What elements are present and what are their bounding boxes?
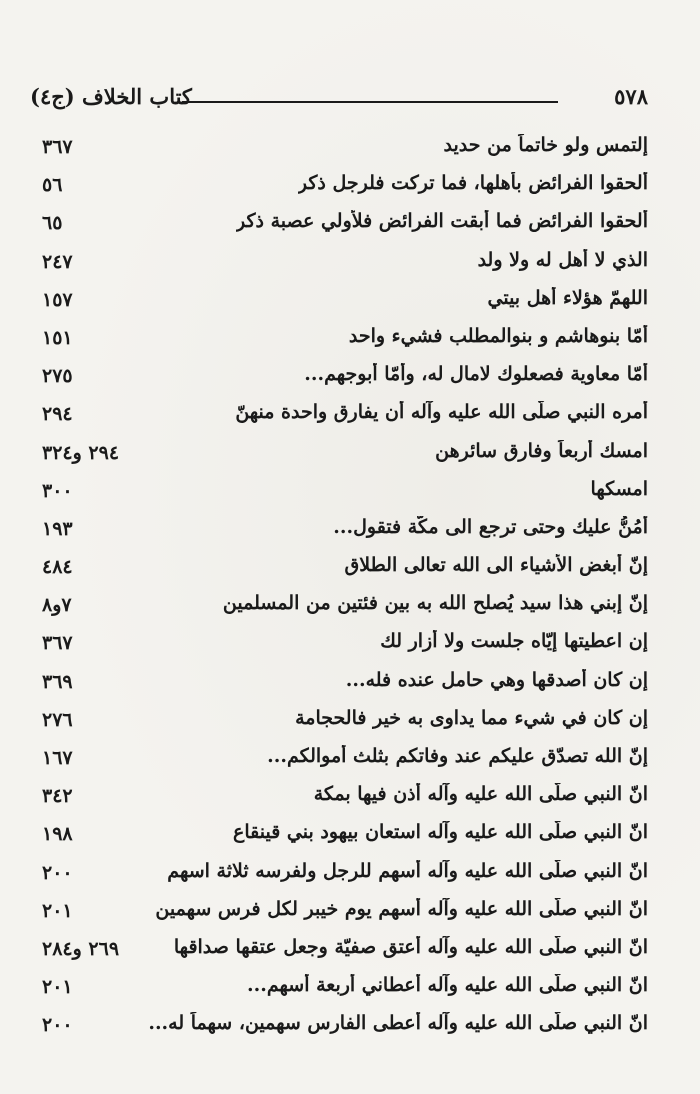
entry-page: ٧و٨ <box>42 594 72 617</box>
entry-text: انّ النبي صلّى الله عليه وآله أسهم للرجل ولفرسه ثلاثة اسهم <box>167 859 648 882</box>
entry-text: انّ النبي صلّى الله عليه وآله أسهم يوم خيبر لكل فرس سهمين <box>155 897 648 920</box>
index-entry <box>42 552 648 590</box>
entry-text: إن كان في شيء مما يداوى به خير فالحجامة <box>295 706 648 729</box>
index-entry <box>42 934 648 972</box>
entry-page: ٢٩٤ و٣٢٤ <box>42 441 120 464</box>
entry-text: إنّ إبني هذا سيد يُصلح الله به بين فئتين من المسلمين <box>222 592 648 615</box>
entry-text: اللهمّ هؤلاء أهل بيتي <box>487 286 648 309</box>
entry-text: الذي لا أهل له ولا ولد <box>477 248 648 271</box>
entry-page: ١٦٧ <box>42 747 73 769</box>
entry-text: إنّ أبغض الأشياء الى الله تعالى الطلاق <box>344 554 648 577</box>
header-rule <box>182 101 558 103</box>
index-entry <box>42 208 648 246</box>
entry-page: ٢٩٤ <box>42 403 73 426</box>
index-entry <box>42 667 648 705</box>
entry-text: إنّ الله تصدّق عليكم عند وفاتكم بثلث أموالكم... <box>267 745 648 767</box>
index-entry <box>42 514 648 552</box>
entry-text: امسك أربعاً وفارق سائرهن <box>435 439 648 462</box>
entry-page: ١٩٨ <box>42 823 73 846</box>
entry-text: أمُنُّ عليك وحتى ترجع الى مكّة فتقول... <box>333 515 648 538</box>
entry-page: ٢٠١ <box>42 976 73 999</box>
entry-text: ألحقوا الفرائض بأهلها، فما تركت فلرجل ذكر <box>297 172 648 195</box>
entry-page: ١٥٧ <box>42 288 73 311</box>
index-entry <box>42 628 648 666</box>
index-entry <box>42 132 648 170</box>
index-entry <box>42 323 648 361</box>
entry-page: ٢٤٧ <box>42 250 73 273</box>
index-entry <box>42 170 648 208</box>
index-entry <box>42 705 648 743</box>
index-entry <box>42 781 648 819</box>
index-entry <box>42 1010 648 1048</box>
entry-text: أمره النبي صلّى الله عليه وآله أن يفارق واحدة منهنّ <box>235 401 648 424</box>
index-entry <box>42 247 648 285</box>
entry-page: ٣٠٠ <box>42 479 73 502</box>
index-entry <box>42 476 648 514</box>
index-entry <box>42 438 648 476</box>
entry-page: ٦٥ <box>42 212 63 235</box>
entry-text: إن كان أصدقها وهي حامل عنده فله... <box>345 668 648 691</box>
index-entry <box>42 285 648 323</box>
page-number: ٥٧٨ <box>614 84 648 109</box>
index-entry <box>42 819 648 857</box>
index-entry <box>42 743 648 781</box>
index-entry <box>42 590 648 628</box>
entry-text: ألحقوا الفرائض فما أبقت الفرائض فلأولي عصبة ذكر <box>236 210 648 233</box>
entry-text: أمّا بنوهاشم و بنوالمطلب فشيء واحد <box>348 324 648 347</box>
book-title: كتاب الخلاف (ج٤) <box>30 84 192 109</box>
entry-page: ٣٦٧ <box>42 632 73 655</box>
index-entry <box>42 896 648 934</box>
index-entry <box>42 399 648 437</box>
entry-text: إلتمس ولو خاتماً من حديد <box>443 134 648 156</box>
page-header <box>30 84 648 114</box>
index-list <box>42 132 648 1049</box>
entry-text: انّ النبي صلّى الله عليه وآله أعطى الفارس سهمين، سهماً له... <box>148 1012 648 1035</box>
entry-text: انّ النبي صلّى الله عليه وآله أذن فيها بمكة <box>313 783 648 806</box>
entry-page: ٥٦ <box>42 174 63 197</box>
entry-text: انّ النبي صلّى الله عليه وآله استعان بيهود بني قينقاع <box>233 821 648 844</box>
entry-text: امسكها <box>590 477 648 500</box>
entry-page: ٢٧٥ <box>42 365 73 388</box>
entry-page: ٢٠٠ <box>42 861 73 884</box>
entry-text: أمّا معاوية فصعلوك لامال له، وأمّا أبوجهم... <box>304 363 648 386</box>
index-entry <box>42 361 648 399</box>
entry-page: ٣٤٢ <box>42 785 73 808</box>
entry-page: ١٩٣ <box>42 517 73 540</box>
entry-text: إن اعطيتها إيّاه جلست ولا أزار لك <box>380 630 648 653</box>
entry-page: ١٥١ <box>42 326 73 349</box>
entry-page: ٢٧٦ <box>42 708 73 731</box>
entry-page: ٢٠١ <box>42 899 73 922</box>
entry-text: انّ النبي صلّى الله عليه وآله أعطاني أربعة أسهم... <box>247 974 648 997</box>
index-entry <box>42 972 648 1010</box>
entry-page: ٣٦٧ <box>42 136 73 158</box>
index-entry <box>42 858 648 896</box>
entry-page: ٢٦٩ و٢٨٤ <box>42 937 120 960</box>
entry-page: ٢٠٠ <box>42 1014 73 1037</box>
entry-page: ٤٨٤ <box>42 556 73 579</box>
entry-page: ٣٦٩ <box>42 670 73 693</box>
entry-text: انّ النبي صلّى الله عليه وآله أعتق صفيّة وجعل عتقها صداقها <box>173 935 648 958</box>
